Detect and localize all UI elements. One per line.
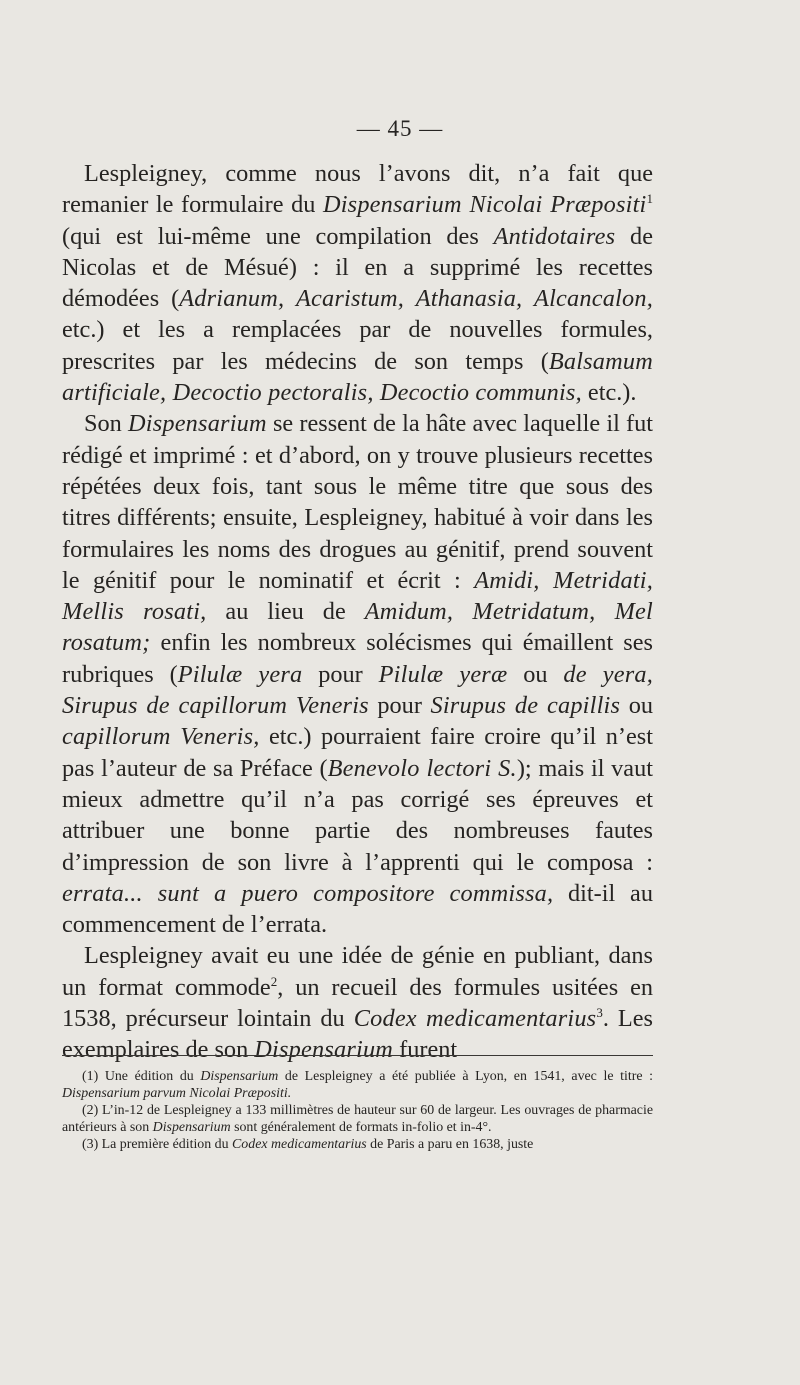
text-run: etc.) pourraient faire croire qu’il n’est pas l’auteur de sa Préface ( bbox=[62, 723, 653, 782]
text-run: . Les exemplaires de son bbox=[62, 1005, 653, 1064]
text-run: au lieu de bbox=[206, 598, 365, 626]
italic-term: Pilulæ yeræ bbox=[378, 660, 508, 688]
text-run: Son bbox=[84, 410, 128, 438]
footnote-3 bbox=[62, 1136, 653, 1153]
footnote-ref-3: 3 bbox=[596, 1004, 603, 1020]
italic-title: Codex medicamentarius bbox=[232, 1137, 367, 1152]
paragraph-3 bbox=[62, 940, 653, 1065]
italic-title: Dispensarium Nicolai Præpositi bbox=[322, 191, 647, 219]
text-run: furent bbox=[393, 1036, 458, 1064]
footnote-2 bbox=[62, 1102, 653, 1136]
italic-title: Dispensarium bbox=[200, 1069, 279, 1084]
footnotes bbox=[62, 1068, 653, 1153]
italic-title: Dispensarium bbox=[128, 410, 267, 438]
footnote-ref-2: 2 bbox=[270, 973, 278, 989]
italic-term: Sirupus de capillis bbox=[430, 692, 621, 720]
footnote-ref-1: 1 bbox=[646, 191, 654, 207]
italic-title: Codex medicamentarius bbox=[353, 1005, 597, 1033]
italic-title: Dispensarium parvum Nicolai Præpositi. bbox=[62, 1086, 292, 1101]
italic-term: Amidi, Metridati, Mellis rosati, bbox=[62, 566, 653, 626]
italic-title: Antidotaires bbox=[493, 222, 616, 250]
italic-title: Dispensarium bbox=[152, 1120, 231, 1135]
text-run: de Nicolas et de Mésué) : il en a supprimé les recettes démodées ( bbox=[62, 222, 653, 313]
italic-term: Pilulæ yera bbox=[177, 660, 303, 688]
text-run: etc.). bbox=[581, 379, 637, 407]
italic-title: Balsamum artificiale, Decoctio pectoralis, Decoctio communis, bbox=[62, 347, 653, 407]
italic-title: Dispensarium bbox=[254, 1036, 394, 1064]
text-run: pour bbox=[368, 692, 431, 720]
text-run: ou bbox=[620, 692, 653, 720]
page-number: — 45 — bbox=[356, 116, 444, 141]
text-run: ); mais il vaut mieux admettre qu’il n’a pas corrigé ses épreuves et attribuer une bonne partie des nombreuses fautes d’impression de son livre à l’apprenti qui le composa : bbox=[62, 754, 653, 876]
text-run: (1) Une édition du bbox=[82, 1069, 201, 1084]
italic-quote: errata... sunt a puero compositore commissa, bbox=[62, 879, 554, 907]
italic-term: de yera, Sirupus de capillorum Veneris bbox=[62, 660, 654, 720]
text-run: (3) La première édition du bbox=[82, 1137, 233, 1152]
paragraph-1 bbox=[62, 158, 653, 408]
text-run: de Paris a paru en 1638, juste bbox=[366, 1137, 534, 1152]
italic-term: Benevolo lectori S. bbox=[327, 754, 517, 782]
italic-term: Amidum, Metridatum, Mel rosatum; bbox=[62, 598, 653, 657]
body-text bbox=[62, 158, 653, 1066]
text-run: (qui est lui-même une compilation des bbox=[62, 222, 494, 250]
text-run: , un recueil des formules usitées en 1538, précurseur lointain du bbox=[62, 973, 653, 1033]
text-run: se ressent de la hâte avec laquelle il fut rédigé et imprimé : et d’abord, on y trouve plusieurs recettes répétées deux fois, tant sous le même titre que sous des titres différents; ensuite, Lespleigney, habitué à voir dans les formulaires les noms des drogues au génitif, prend souvent le génitif pour le nominatif et écrit : bbox=[62, 410, 653, 594]
text-run: de Lespleigney a été publiée à Lyon, en 1541, avec le titre : bbox=[278, 1069, 653, 1084]
paragraph-2 bbox=[62, 408, 653, 940]
text-run: enfin les nombreux solécismes qui émaillent ses rubriques ( bbox=[62, 629, 653, 688]
text-run: (2) L’in-12 de Lespleigney a 133 millimètres de hauteur sur 60 de largeur. Les ouvrages de pharmacie antérieurs à son bbox=[62, 1103, 653, 1135]
text-run: Lespleigney, comme nous l’avons dit, n’a fait que remanier le formulaire du bbox=[62, 160, 653, 219]
text-run: etc.) et les a remplacées par de nouvelles formules, prescrites par les médecins de son temps ( bbox=[62, 316, 653, 375]
text-run: dit-il au commencement de l’errata. bbox=[62, 879, 653, 939]
text-run: Lespleigney avait eu une idée de génie en publiant, dans un format commode bbox=[62, 942, 653, 1001]
italic-term: capillorum Veneris, bbox=[62, 723, 260, 751]
text-run: sont généralement de formats in-folio et in-4°. bbox=[230, 1120, 492, 1135]
text-run: ou bbox=[507, 660, 564, 688]
text-run: pour bbox=[302, 660, 379, 688]
italic-title: Adrianum, Acaristum, Athanasia, Alcancalon, bbox=[179, 285, 653, 313]
footnote-1 bbox=[62, 1068, 653, 1102]
footnote-divider bbox=[62, 1055, 653, 1056]
